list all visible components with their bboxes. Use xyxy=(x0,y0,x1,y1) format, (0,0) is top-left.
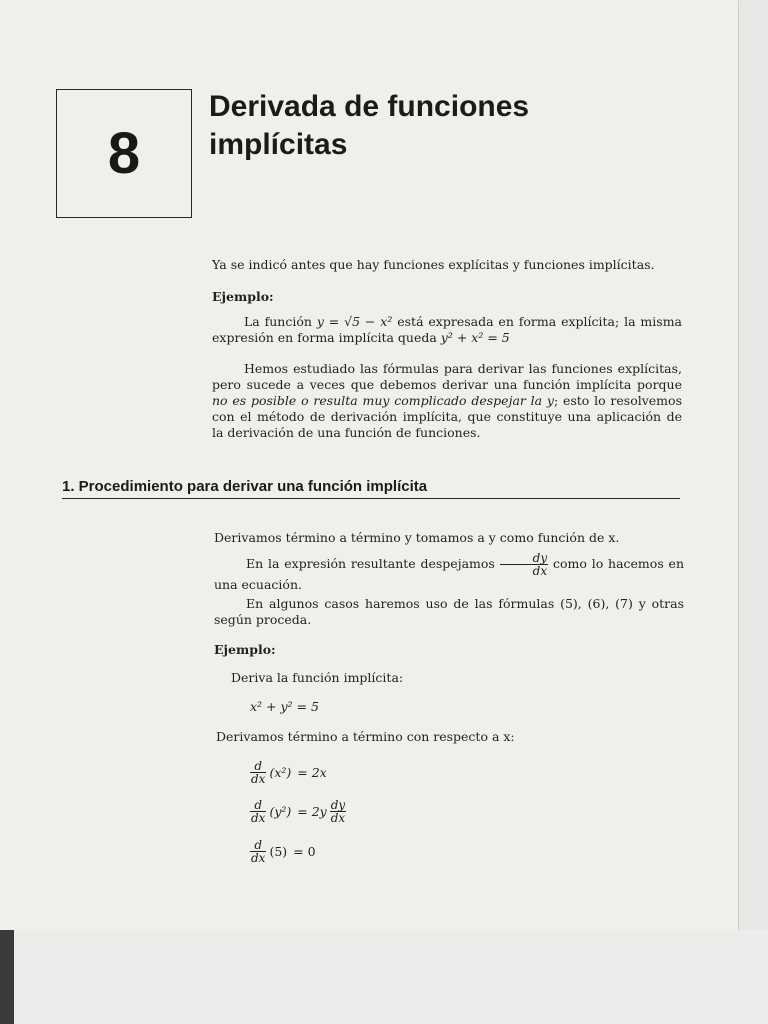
intro-example-label: Ejemplo: xyxy=(212,289,274,304)
section-p2-text-b: como lo hacemos en una ecuación. xyxy=(214,556,684,592)
fraction-denominator: dx xyxy=(532,564,548,578)
equation-3-argument: (5) xyxy=(269,844,288,859)
chapter-title-line2: implícitas xyxy=(209,128,348,161)
operator-numerator: d xyxy=(250,799,266,812)
d-dx-operator xyxy=(250,799,266,824)
chapter-title xyxy=(209,88,629,164)
equation-1-argument: (x²) xyxy=(269,765,292,780)
scanner-background xyxy=(0,930,768,1024)
operator-numerator: d xyxy=(250,760,266,773)
equation-2-result: = 2y xyxy=(297,804,327,819)
section-paragraph-4: Deriva la función implícita: xyxy=(231,670,404,685)
section-heading: 1. Procedimiento para derivar una función implícita xyxy=(62,478,680,499)
derivative-equation-1 xyxy=(250,760,327,785)
intro-p2-formula-implicit: y² + x² = 5 xyxy=(440,330,510,345)
intro-paragraph-1: Ya se indicó antes que hay funciones explícitas y funciones implícitas. xyxy=(212,257,655,272)
main-equation: x² + y² = 5 xyxy=(250,699,319,714)
intro-paragraph-3 xyxy=(212,361,682,441)
intro-p2-text-b: está expresada en forma explícita; la misma expresión en forma implícita queda xyxy=(212,314,682,345)
dy-dx-fraction xyxy=(330,799,346,824)
intro-p3-text-a: Hemos estudiado las fórmulas para derivar las funciones explícitas, pero sucede a veces que debemos derivar una función implícita porque xyxy=(212,361,682,392)
intro-paragraph-2 xyxy=(212,314,682,346)
fraction-denominator: dx xyxy=(330,811,346,825)
d-dx-operator xyxy=(250,760,266,785)
chapter-title-line1: Derivada de funciones xyxy=(209,90,530,123)
fraction-numerator: dy xyxy=(330,798,346,812)
section-example-label: Ejemplo: xyxy=(214,642,276,657)
operator-denominator: dx xyxy=(251,772,266,786)
operator-numerator: d xyxy=(250,839,266,852)
equation-3-result: = 0 xyxy=(293,844,316,859)
intro-p2-text-a: La función xyxy=(244,314,317,329)
intro-p3-italic: no es posible o resulta muy complicado despejar la y xyxy=(212,393,554,408)
intro-p2-formula: y = √5 − x² xyxy=(316,314,393,329)
equation-2-argument: (y²) xyxy=(269,804,292,819)
scanner-bed xyxy=(14,930,768,1024)
operator-denominator: dx xyxy=(251,811,266,825)
fraction-numerator: dy xyxy=(500,552,548,565)
section-paragraph-5: Derivamos término a término con respecto a x: xyxy=(216,729,515,744)
section-p2-text-a: En la expresión resultante despejamos xyxy=(246,556,495,571)
equation-1-result: = 2x xyxy=(297,765,327,780)
chapter-number: 8 xyxy=(107,120,141,186)
section-paragraph-1: Derivamos término a término y tomamos a y como función de x. xyxy=(214,530,620,545)
scanner-edge xyxy=(0,930,14,1024)
section-paragraph-2 xyxy=(214,552,684,593)
intro-p3-text-b: ; esto lo resolvemos con el método de derivación implícita, que constituye una aplicación de la derivación de una función de funciones. xyxy=(212,393,682,440)
d-dx-operator xyxy=(250,839,266,864)
dy-dx-fraction xyxy=(500,552,548,577)
operator-denominator: dx xyxy=(251,851,266,865)
section-paragraph-3: En algunos casos haremos uso de las fórmulas (5), (6), (7) y otras según proceda. xyxy=(214,596,684,627)
chapter-number-box xyxy=(56,89,192,218)
derivative-equation-3 xyxy=(250,839,316,864)
derivative-equation-2 xyxy=(250,799,346,824)
